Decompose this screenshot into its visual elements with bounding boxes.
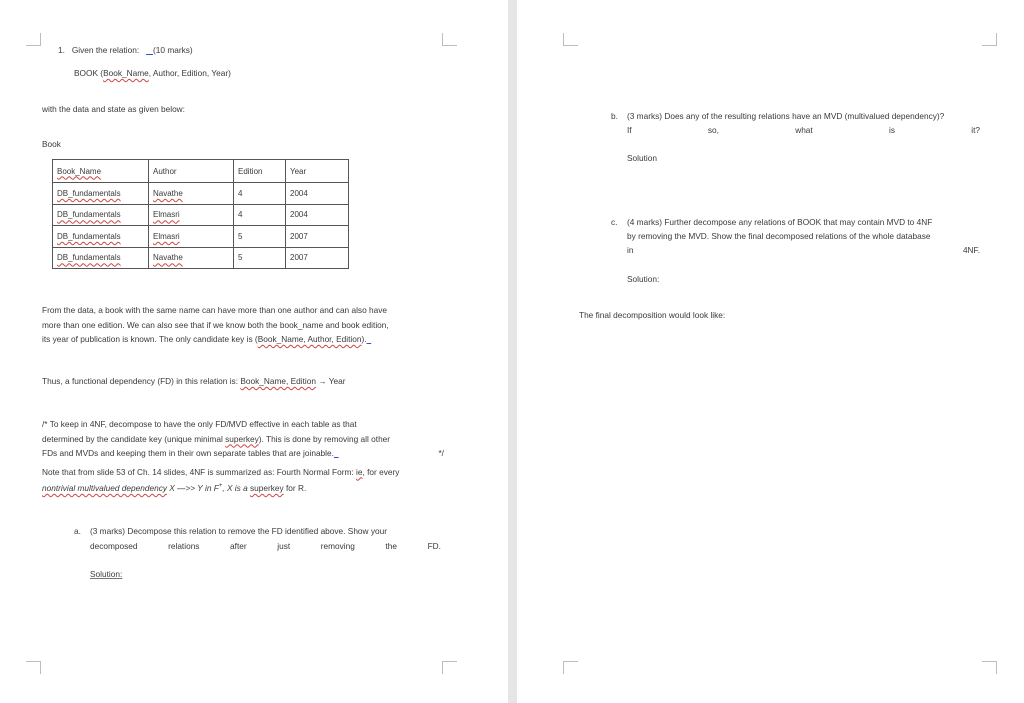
table-cell: DB_fundamentals [53,204,149,226]
column-header: Year [286,160,349,183]
table-cell: Navathe [149,183,234,205]
part-a-solution-label: Solution: [90,569,123,579]
margin-mark-bottom-right [442,661,457,674]
table-cell: 2007 [286,247,349,269]
part-b-line1: (3 marks) Does any of the resulting relations have an MVD (multivalued dependency)? [627,111,945,121]
margin-mark-top-right [442,33,457,46]
table-cell: Elmasri [149,204,234,226]
part-a-line2: decomposed relations after just removing the FD. [90,541,441,551]
table-cell: DB_fundamentals [53,247,149,269]
table-cell: 4 [234,183,286,205]
part-c-solution-label: Solution: [627,274,660,284]
document-page-left [0,0,508,703]
part-b-solution-label: Solution [627,153,657,163]
question-heading: 1. Given the relation: (10 marks) [58,45,193,55]
table-header-row [53,160,349,183]
table-row [53,247,349,269]
table-cell: Navathe [149,247,234,269]
table-row [53,226,349,248]
table-cell: 2007 [286,226,349,248]
document-page-right [517,0,1024,703]
margin-mark-bottom-right [982,661,997,674]
table-cell: DB_fundamentals [53,183,149,205]
part-a-line1: (3 marks) Decompose this relation to remove the FD identified above. Show your [90,526,387,536]
part-c-line1: (4 marks) Further decompose any relations of BOOK that may contain MVD to 4NF [627,217,933,227]
table-row [53,183,349,205]
analysis-paragraph: From the data, a book with the same name can have more than one author and can also have more than one edition. We can also see that if we know both the book_name and book edition, its year of publication is known. The only candidate key is (Book_Name, Author, Edition). [42,305,389,344]
margin-mark-bottom-left [563,661,578,674]
part-c-line3: in 4NF. [627,245,980,255]
relation-schema: BOOK (Book_Name, Author, Edition, Year) [74,68,231,78]
table-cell: DB_fundamentals [53,226,149,248]
part-a-label: a. [74,526,81,536]
part-b-label: b. [611,111,618,121]
column-header: Book_Name [53,160,149,183]
column-header: Author [149,160,234,183]
table-cell: 5 [234,247,286,269]
part-b-line2: If so, what is it? [627,125,980,135]
table-cell: 2004 [286,204,349,226]
column-header: Edition [234,160,286,183]
part-c-line2: by removing the MVD. Show the final decomposed relations of the whole database [627,231,931,241]
part-c-label: c. [611,217,618,227]
margin-mark-top-left [563,33,578,46]
margin-mark-top-left [26,33,41,46]
table-row [53,204,349,226]
table-cell: 5 [234,226,286,248]
final-decomposition-text: The final decomposition would look like: [579,310,726,320]
table-caption: Book [42,139,61,149]
table-cell: 4 [234,204,286,226]
fd-statement: Thus, a functional dependency (FD) in this relation is: Book_Name, Edition → Year [42,376,346,386]
margin-mark-top-right [982,33,997,46]
note-comment: /* To keep in 4NF, decompose to have the only FD/MVD effective in each table as that determined by the candidate key (unique minimal superkey). This is done by removing all other FDs and MVDs and keeping them in their own separate tables that are joinable. */ Note that from slide 53 of Ch. 14 slides, 4NF is summarized as: Fourth Normal Form: ie, for every nontrivial multivalued dependency X —>> Y in F+, X is a superkey for R. [42,419,444,493]
book-table [52,159,349,269]
table-cell: Elmasri [149,226,234,248]
margin-mark-bottom-left [26,661,41,674]
table-cell: 2004 [286,183,349,205]
data-intro-text: with the data and state as given below: [42,104,185,114]
